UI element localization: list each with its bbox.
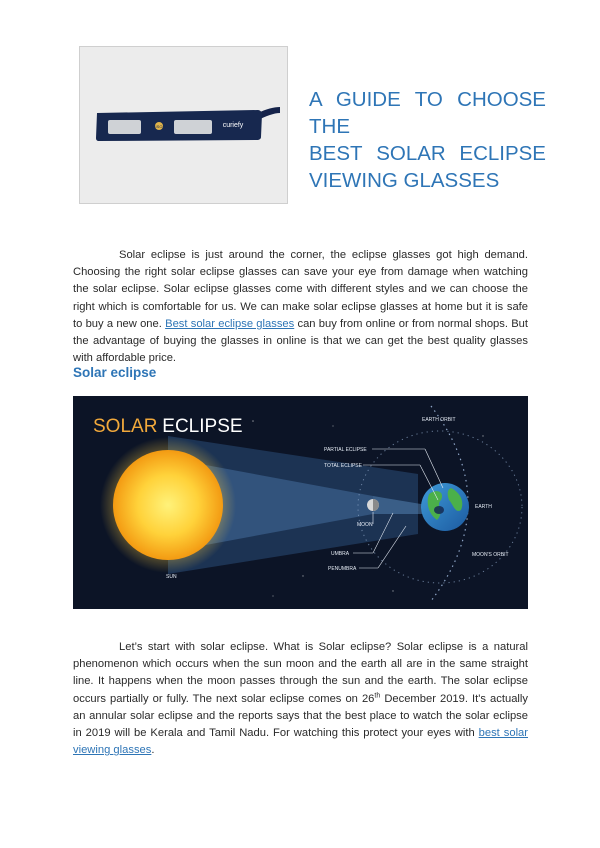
intro-paragraph (73, 247, 528, 367)
title-line-2 (309, 140, 546, 167)
page-title (309, 86, 546, 194)
label-partial-eclipse: PARTIAL ECLIPSE (324, 447, 367, 453)
ordinal-suffix: th (374, 691, 381, 699)
title-line-3: VIEWING GLASSES (309, 169, 500, 192)
viewing-glasses-link[interactable]: best solar viewing glasses (73, 727, 528, 757)
intro-text-after: can buy from online or from normal shops. But the advantage of buying the glasses in online is that we can get the best quality glasses with affordable price. (73, 317, 528, 365)
body-text-cont: December 2019. It's actually an annular solar eclipse and the reports says that the best place to watch the solar eclipse in 2019 will be Kerala and Tamil Nadu. For watching this protect your eyes with (73, 692, 528, 740)
label-umbra: UMBRA (331, 551, 350, 557)
best-glasses-link[interactable]: Best solar eclipse glasses (165, 317, 295, 330)
hero-image (79, 46, 288, 204)
label-sun: SUN (166, 574, 177, 580)
label-earth-orbit: EARTH ORBIT (422, 417, 456, 423)
title-line-1: A GUIDE TO CHOOSE THE (309, 88, 546, 138)
lens-badge: ISO (155, 123, 163, 129)
solar-eclipse-diagram (73, 396, 528, 609)
body-text: Let’s start with solar eclipse. What is Solar eclipse? Solar eclipse is a natural phenomenon which occurs when the sun moon and the earth all are in the same straight line. It happens when the moon passes through the sun and the earth. The solar eclipse occurs partially or fully. The next solar eclipse comes on 26 (73, 641, 528, 705)
title-word: ECLIPSE (459, 142, 546, 165)
label-moons-orbit: MOON'S ORBIT (472, 552, 509, 558)
eclipse-glasses-illustration (80, 47, 287, 203)
body-text-end: . (151, 744, 155, 757)
brand-logo: curiefy (222, 122, 244, 129)
label-total-eclipse: TOTAL ECLIPSE (324, 463, 362, 469)
title-word: SOLAR (376, 142, 446, 165)
label-earth: EARTH (475, 504, 492, 510)
intro-text: Solar eclipse is just around the corner, the eclipse glasses got high demand. Choosing the right solar eclipse glasses can save your eye from damage when watching the solar eclipse. Solar eclipse glasses come with different styles and we can choose the right which is comfortable for us. We can make solar eclipse glasses at home but it is safe to buy a new one. (73, 249, 528, 330)
label-moon: MOON (357, 522, 373, 528)
title-word: BEST (309, 142, 363, 165)
diagram-title-solar: SOLAR (93, 416, 158, 437)
label-penumbra: PENUMBRA (328, 566, 357, 572)
body-paragraph (73, 639, 528, 759)
section-heading: Solar eclipse (73, 365, 157, 380)
diagram-title-eclipse: ECLIPSE (157, 416, 243, 437)
